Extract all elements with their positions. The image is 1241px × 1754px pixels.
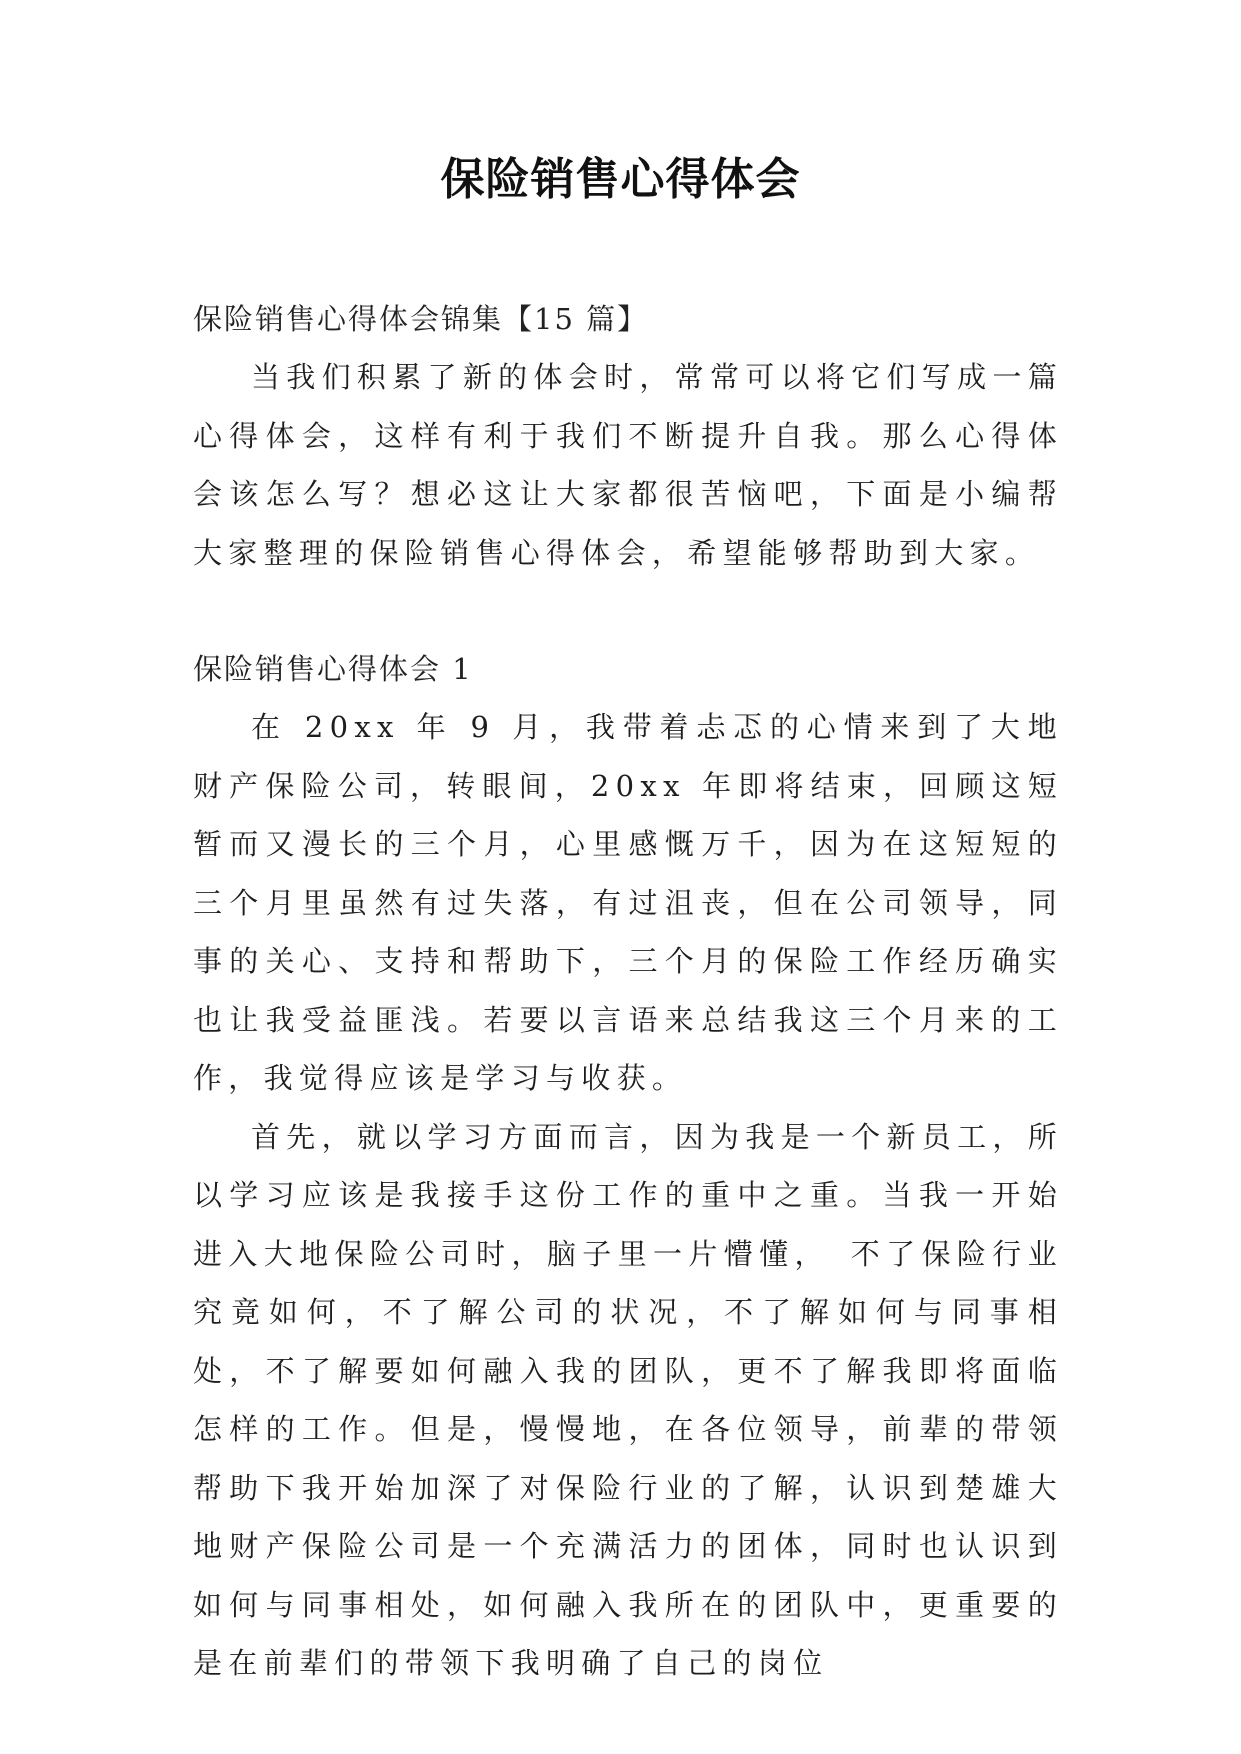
document-title: 保险销售心得体会: [440, 154, 801, 205]
section-spacer: [193, 582, 1063, 640]
body-paragraph: 在 20xx 年 9 月，我带着忐忑的心情来到了大地财产保险公司，转眼间，20xx 年即将结束，回顾这短暂而又漫长的三个月，心里感慨万千，因为在这短短的三个月里虽然有过失落，有过沮丧，但在公司领导，同事的关心、支持和帮助下，三个月的保险工作经历确实也让我受益匪浅。若要以言语来总结我这三个月来的工作，我觉得应该是学习与收获。: [193, 710, 1063, 1095]
intro-paragraph: 当我们积累了新的体会时，常常可以将它们写成一篇心得体会，这样有利于我们不断提升自我。那么心得体会该怎么写？想必这让大家都很苦恼吧，下面是小编帮大家整理的保险销售心得体会，希望能够帮助到大家。: [193, 360, 1063, 570]
collection-heading: 保险销售心得体会锦集【15 篇】: [193, 302, 649, 336]
document-body: [193, 290, 1063, 1693]
section-heading: 保险销售心得体会 1: [193, 652, 473, 686]
body-paragraph: 首先，就以学习方面而言，因为我是一个新员工，所以学习应该是我接手这份工作的重中之重。当我一开始进入大地保险公司时，脑子里一片懵懂， 不了保险行业究竟如何，不了解公司的状况，不了解如何与同事相处，不了解要如何融入我的团队，更不了解我即将面临怎样的工作。但是，慢慢地，在各位领导，前辈的带领帮助下我开始加深了对保险行业的了解，认识到楚雄大地财产保险公司是一个充满活力的团体，同时也认识到如何与同事相处，如何融入我所在的团队中，更重要的是在前辈们的带领下我明确了自己的岗位: [193, 1119, 1063, 1680]
